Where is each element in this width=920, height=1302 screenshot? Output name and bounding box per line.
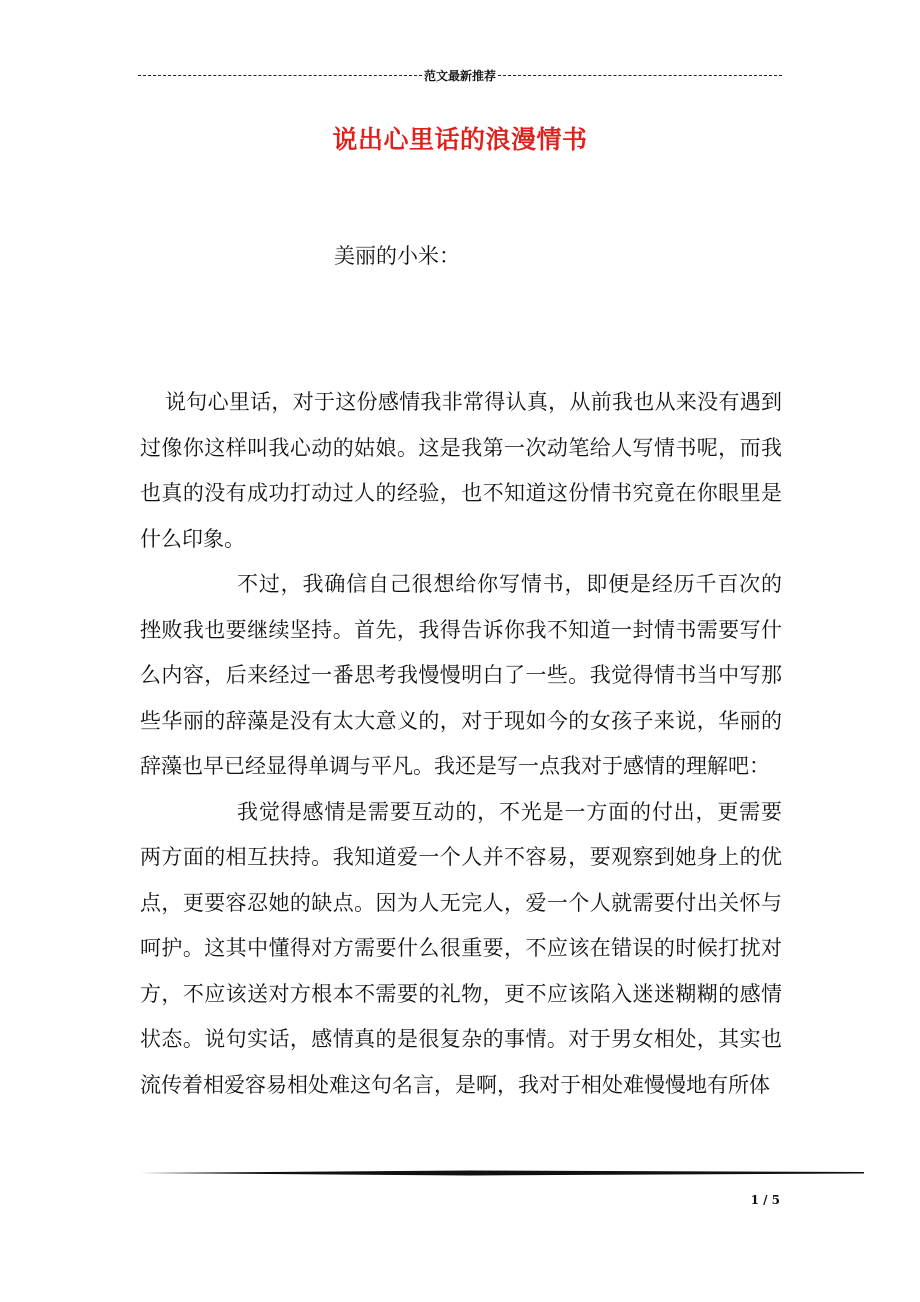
document-title: 说出心里话的浪漫情书 [332,125,588,154]
header-dashes-left [138,75,422,76]
paragraph-2: 不过，我确信自己很想给你写情书，即便是经历千百次的挫败我也要继续坚持。首先，我得告诉你我不知道一封情书需要写什么内容，后来经过一番思考我慢慢明白了一些。我觉得情书当中写那些华丽的辞藻是没有太大意义的，对于现如今的女孩子来说，华丽的辞藻也早已经显得单调与平凡。我还是写一点我对于感情的理解吧： [140,572,782,778]
letter-body [140,380,782,1108]
footer-rule [140,1167,864,1179]
page-number: 1 / 5 [750,1193,780,1207]
page-header [138,67,782,83]
header-label: 范文最新推荐 [424,68,497,83]
paragraph-1: 说句心里话，对于这份感情我非常得认真，从前我也从来没有遇到过像你这样叫我心动的姑娘。这是我第一次动笔给人写情书呢，而我也真的没有成功打动过人的经验，也不知道这份情书究竟在你眼里是什么印象。 [140,390,782,551]
header-dashes-right [498,75,782,76]
paragraph-3: 我觉得感情是需要互动的，不光是一方面的付出，更需要两方面的相互扶持。我知道爱一个人并不容易，要观察到她身上的优点，更要容忍她的缺点。因为人无完人，爱一个人就需要付出关怀与呵护。这其中懂得对方需要什么很重要，不应该在错误的时候打扰对方，不应该送对方根本不需要的礼物，更不应该陷入迷迷糊糊的感情状态。说句实话，感情真的是很复杂的事情。对于男女相处，其实也流传着相爱容易相处难这句名言，是啊，我对于相处难慢慢地有所体 [140,799,782,1097]
letter-salutation: 美丽的小米： [334,244,460,268]
